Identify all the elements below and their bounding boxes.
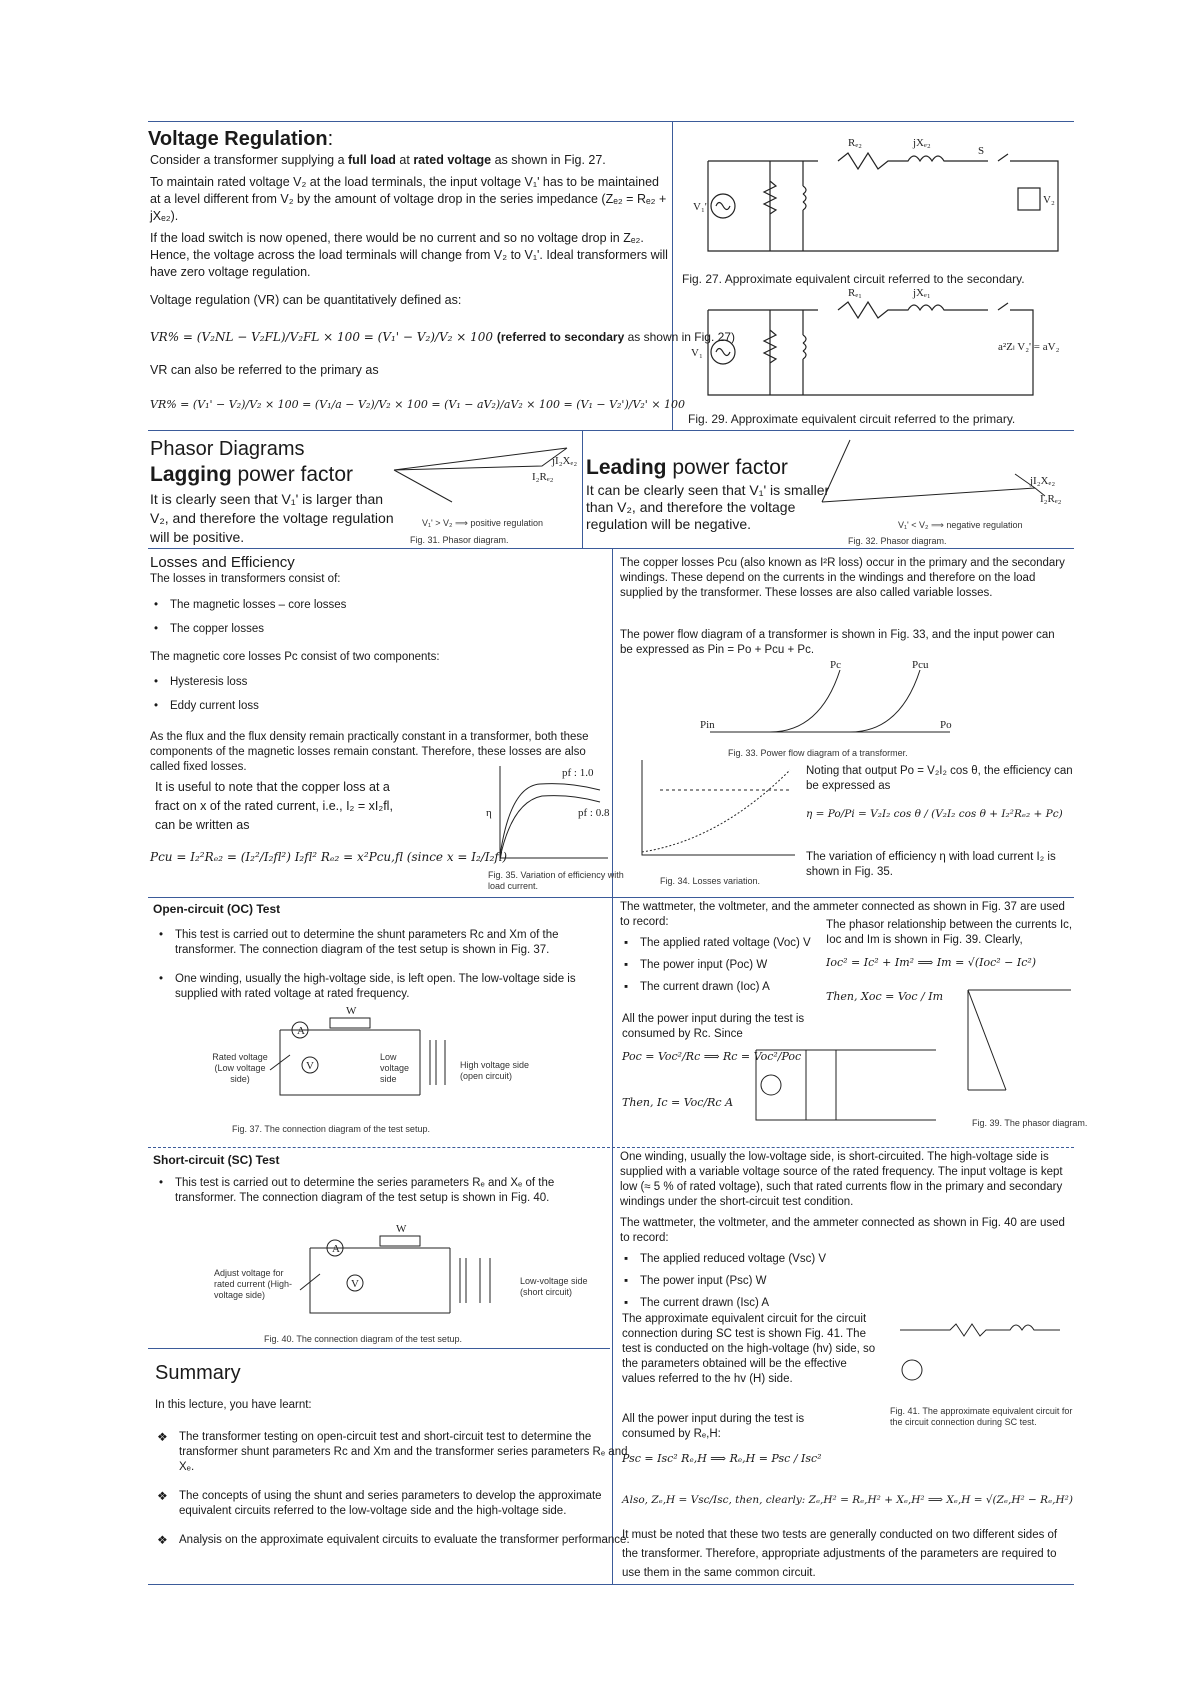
section-title-voltage-regulation <box>148 128 333 151</box>
fig41-caption: Fig. 41. The approximate equivalent circuit for the circuit connection during SC test. <box>890 1406 1073 1427</box>
leading-heading <box>586 456 788 480</box>
fig37-label-high: High voltage side (open circuit) <box>460 1060 530 1081</box>
sc-note: It must be noted that these two tests are generally conducted on two different sides of the transformer. Therefore, appropriate adjustments of the parameters are required to use them in the same common circuit. <box>622 1529 1058 1579</box>
title-text: Voltage Regulation <box>148 128 328 150</box>
divider-phasor <box>582 430 583 548</box>
divider-top <box>672 121 673 430</box>
sc-approx: The approximate equivalent circuit for the circuit connection during SC test is shown Fig. 41. The test is conducted on the high-voltage (hv) side, so the parameters obtained will be the effective values referred to the hv (H) side. <box>622 1313 876 1385</box>
fig27-circuit <box>688 136 1068 266</box>
oc-record-item: ▪ The applied rated voltage (Voc) V <box>640 936 840 951</box>
fig35-eta: η <box>486 807 492 819</box>
fig40-label-low: Low-voltage side (short circuit) <box>520 1276 588 1297</box>
bottom-rule <box>148 1584 1074 1585</box>
copper-losses-desc: The copper losses Pcu (also known as I²R loss) occur in the primary and the secondary windings. These depend on the currents in the windings and therefore on the load supplied by the transformer. These losses are also called variable losses. <box>620 557 1065 599</box>
copper-equation: Pcu = I₂²Rₑ₂ = (I₂²/I₂fl²) I₂fl² Rₑ₂ = x²Pcu,fl (since x = I₂/I₂fl) <box>150 850 508 864</box>
fig29-label-v1: V₁ <box>691 347 703 359</box>
fig29-circuit <box>688 287 1068 405</box>
fig32-note: V₁' < V₂ ⟹ negative regulation <box>898 520 1023 530</box>
oc-record-item: ▪ The power input (Poc) W <box>640 958 840 973</box>
eq1-note-bold: (referred to secondary <box>496 330 625 344</box>
fig27-label-s: S <box>978 145 985 157</box>
core-losses-list <box>150 675 590 723</box>
fig40-wattmeter: W <box>396 1223 407 1235</box>
oc-eq-im: Ioc² = Ic² + Im² ⟹ Im = √(Ioc² − Ic²) <box>826 956 1037 969</box>
vr-equation-primary: VR% = (V₁' − V₂)/V₂ × 100 = (V₁/a − V₂)/V₂ × 100 = (V₁ − aV₂)/aV₂ × 100 = (V₁ − V₂')/V₂' × 100 <box>150 398 686 411</box>
rule-after-regulation <box>148 430 1074 431</box>
leading-bold: Leading <box>586 456 667 479</box>
fig33-pcu: Pcu <box>912 659 929 671</box>
fig33-po: Po <box>940 719 952 731</box>
top-rule <box>148 121 1074 122</box>
section-title-summary: Summary <box>155 1362 241 1384</box>
fig40-label-adjust: Adjust voltage for rated current (High-voltage side) <box>214 1268 293 1300</box>
core-losses-intro: The magnetic core losses Pc consist of two components: <box>150 651 440 663</box>
fig37-wattmeter: W <box>346 1005 357 1017</box>
rule-before-summary <box>148 1348 610 1349</box>
summary-item: ❖ The concepts of using the shunt and series parameters to develop the approximate equivalent circuits referred to the low-voltage side and the high-voltage side. <box>179 1489 631 1519</box>
oc-eq-rc: Poc = Voc²/Rc ⟹ Rc = Voc²/Poc <box>622 1050 802 1063</box>
sc-record-list <box>620 1252 940 1318</box>
lagging-heading <box>150 463 353 487</box>
core-loss-item: • Eddy current loss <box>170 699 590 714</box>
fixed-losses-text: As the flux and the flux density remain practically constant in a transformer, both these components of the magnetic losses remain constant. Therefore, these losses are also called fixed losses. <box>150 731 589 773</box>
sc-eq-ze: Also, Zₑ,H = Vsc/Isc, then, clearly: Zₑ,H² = Rₑ,H² + Xₑ,H² ⟹ Xₑ,H = √(Zₑ,H² − Rₑ,H²) <box>622 1494 1073 1506</box>
oc-record-intro: The wattmeter, the voltmeter, and the ammeter connected as shown in Fig. 37 are used to record: <box>620 901 1065 928</box>
lagging-text: It is clearly seen that V₁' is larger than V₂, and therefore the voltage regulation will be positive. <box>150 491 394 545</box>
fig31-label-jx: jI₂Xₑ₂ <box>552 455 578 467</box>
sc-record-item: ▪ The power input (Psc) W <box>640 1274 940 1289</box>
fig32-label: jI₂Xₑ₂ <box>1030 475 1056 487</box>
fig39-caption: Fig. 39. The phasor diagram. <box>972 1118 1088 1128</box>
losses-item: • The copper losses <box>170 622 590 637</box>
summary-item: ❖ Analysis on the approximate equivalent circuits to evaluate the transformer performance. <box>179 1533 631 1548</box>
fig34-caption: Fig. 34. Losses variation. <box>660 876 761 886</box>
fig31-caption: Fig. 31. Phasor diagram. <box>410 535 509 545</box>
sc-consumed: All the power input during the test is consumed by Rₑ,H: <box>622 1413 805 1440</box>
fig38-oc-equivalent <box>746 1040 946 1130</box>
oc-consumed: All the power input during the test is consumed by Rc. Since <box>622 1013 805 1040</box>
vr-paragraph-3: If the load switch is now opened, there would be no current and so no voltage drop in Zₑ₂. Hence, the voltage across the load terminals will change from V₂ to V₁'. Ideal transformers will have zero voltage regulation. <box>150 231 668 279</box>
fig34-losses-chart <box>640 760 800 860</box>
fig35-pf1: pf : 1.0 <box>562 767 594 779</box>
oc-record-item: ▪ The current drawn (Ioc) A <box>640 980 840 995</box>
oc-item: • This test is carried out to determine the shunt parameters Rc and Xm of the transformer. The connection diagram of the test setup is shown in Fig. 37. <box>175 928 615 958</box>
fig40-ammeter: A <box>332 1243 340 1255</box>
losses-intro: The losses in transformers consist of: <box>150 573 341 585</box>
vr-paragraph-1 <box>150 152 670 169</box>
sc-record-item: ▪ The applied reduced voltage (Vsc) V <box>640 1252 940 1267</box>
rule-after-oc <box>148 1147 1074 1148</box>
fig27-label-v1: V₁' <box>693 201 707 213</box>
fig37-label-low: Low voltage side <box>380 1052 410 1084</box>
vr-paragraph-5: VR can also be referred to the primary as <box>150 363 379 377</box>
fig31-note: V₁' > V₂ ⟹ positive regulation <box>422 518 543 528</box>
fig33-power-flow <box>700 660 960 740</box>
vr-paragraph-2: To maintain rated voltage V₂ at the load terminals, the input voltage V₁' has to be maintained at a level different from V₂ by the amount of voltage drop in the series impedance (Zₑ₂ = Rₑ₂ + jXₑ₂). <box>150 175 667 223</box>
fig33-caption: Fig. 33. Power flow diagram of a transformer. <box>728 748 908 758</box>
efficiency-note: Noting that output Po = V₂I₂ cos θ, the efficiency can be expressed as <box>806 765 1073 792</box>
leading-rest: power factor <box>666 456 788 479</box>
fig27-label-xe2: jXₑ₂ <box>913 137 931 149</box>
sc-desc: One winding, usually the low-voltage side, is short-circuited. The high-voltage side is supplied with a variable voltage source of the rated frequency. The input voltage is kept low (≈ 5 % of rated voltage), such that rated currents flow in the primary and secondary windings under the short-circuit test condition. <box>620 1151 1063 1208</box>
fig37-label-rated: Rated voltage (Low voltage side) <box>212 1052 268 1084</box>
oc-record-list <box>620 936 840 1002</box>
sc-record-item: ▪ The current drawn (Isc) A <box>640 1296 940 1311</box>
fig35-efficiency-chart <box>486 766 610 866</box>
rule-after-phasor <box>148 548 1074 549</box>
power-flow-text: The power flow diagram of a transformer is shown in Fig. 33, and the input power can be expressed as Pin = Po + Pcu + Pc. <box>620 629 1055 656</box>
fig29-label-re1: Rₑ₁ <box>848 287 862 299</box>
p1e: as shown in Fig. 27. <box>491 153 606 167</box>
oc-eq-ic: Then, Ic = Voc/Rc A <box>622 1096 734 1109</box>
eq1-text: VR% = (V₂NL − V₂FL)/V₂FL × 100 = (V₁' − V₂)/V₂ × 100 <box>150 330 494 344</box>
eq1-note: as shown in Fig. 27) <box>624 330 735 344</box>
efficiency-equation: η = Po/Pi = V₂I₂ cos θ / (V₂I₂ cos θ + I₂²Rₑ₂ + Pc) <box>806 808 1063 820</box>
fig27-caption: Fig. 27. Approximate equivalent circuit referred to the secondary. <box>682 272 1025 286</box>
eff-curve-pf08 <box>500 796 600 858</box>
losses-item: • The magnetic losses – core losses <box>170 598 590 613</box>
fig29-label-xe1: jXₑ₁ <box>913 287 931 299</box>
title-colon: : <box>327 128 334 150</box>
fig37-ammeter: A <box>297 1025 305 1037</box>
p1c: at <box>395 153 414 167</box>
section-title-losses: Losses and Efficiency <box>150 554 295 571</box>
vr-paragraph-4: Voltage regulation (VR) can be quantitatively defined as: <box>150 293 462 307</box>
sc-list <box>155 1176 615 1215</box>
fig39-oc-phasor <box>966 990 1076 1110</box>
p1d: rated voltage <box>413 153 492 167</box>
fig35-caption: Fig. 35. Variation of efficiency with load current. <box>488 870 624 891</box>
lagging-rest: power factor <box>231 463 354 486</box>
summary-list <box>155 1430 631 1562</box>
lagging-bold: Lagging <box>150 463 232 486</box>
losses-list <box>150 598 590 646</box>
section-title-sc: Short-circuit (SC) Test <box>153 1153 280 1167</box>
fig31-label: I₂Rₑ₂ <box>532 471 554 483</box>
p1b: full load <box>348 153 396 167</box>
section-title-oc: Open-circuit (OC) Test <box>153 902 281 916</box>
section-title-phasor: Phasor Diagrams <box>150 438 305 460</box>
fig33-pin: Pin <box>700 719 715 731</box>
rule-after-losses <box>148 897 1074 898</box>
fig27-label-v2: V₂ <box>1043 194 1055 206</box>
vr-equation-secondary <box>150 330 735 344</box>
fig40-caption: Fig. 40. The connection diagram of the test setup. <box>264 1334 462 1344</box>
fig37-voltmeter: V <box>306 1060 314 1072</box>
sc-record-intro: The wattmeter, the voltmeter, and the ammeter connected as shown in Fig. 40 are used to record: <box>620 1217 1065 1244</box>
sc-eq-re: Psc = Isc² Rₑ,H ⟹ Rₑ,H = Psc / Isc² <box>622 1452 822 1465</box>
oc-phasor-rel: The phasor relationship between the currents Ic, Ioc and Im is shown in Fig. 39. Clearly, <box>826 919 1073 946</box>
p1a: Consider a transformer supplying a <box>150 153 349 167</box>
summary-item: ❖ The transformer testing on open-circuit test and short-circuit test to determine the transformer shunt parameters Rc and Xm and the transformer series parameters Rₑ and Xₑ. <box>179 1430 631 1475</box>
fig29-caption: Fig. 29. Approximate equivalent circuit referred to the primary. <box>688 412 1016 426</box>
oc-item: • One winding, usually the high-voltage side, is left open. The low-voltage side is supplied with rated voltage at rated frequency. <box>175 972 615 1002</box>
fig35-pf08: pf : 0.8 <box>578 807 610 819</box>
divider-lower <box>612 548 613 1584</box>
fig37-caption: Fig. 37. The connection diagram of the test setup. <box>232 1124 430 1134</box>
fig40-sc-circuit <box>300 1223 520 1323</box>
efficiency-variation: The variation of efficiency η with load current I₂ is shown in Fig. 35. <box>806 851 1056 878</box>
copper-fraction-text: It is useful to note that the copper loss at a fract on x of the rated current, i.e., I₂ = xI₂fl, can be written as <box>155 780 393 832</box>
leading-text: It can be clearly seen that V₁' is smaller than V₂, and therefore the voltage regulation will be negative. <box>586 482 830 532</box>
fig27-label-re2: Rₑ₂ <box>848 137 862 149</box>
oc-list <box>155 928 615 1011</box>
sc-item: • This test is carried out to determine the series parameters Rₑ and Xₑ of the transformer. The connection diagram of the test setup is shown in Fig. 40. <box>175 1176 615 1206</box>
core-loss-item: • Hysteresis loss <box>170 675 590 690</box>
eff-curve-pf1 <box>500 784 600 856</box>
summary-intro: In this lecture, you have learnt: <box>155 1399 312 1411</box>
fig32-caption: Fig. 32. Phasor diagram. <box>848 536 947 546</box>
oc-eq-xoc: Then, Xoc = Voc / Im <box>826 990 944 1003</box>
fig32-label-r: I₂Rₑ₂ <box>1040 493 1062 505</box>
fig40-voltmeter: V <box>351 1278 359 1290</box>
fig33-pc: Pc <box>830 659 841 671</box>
fig41-sc-equivalent <box>890 1310 1070 1400</box>
fig29-label-v2: a²Zₗ V₂' = aV₂ <box>998 341 1060 353</box>
